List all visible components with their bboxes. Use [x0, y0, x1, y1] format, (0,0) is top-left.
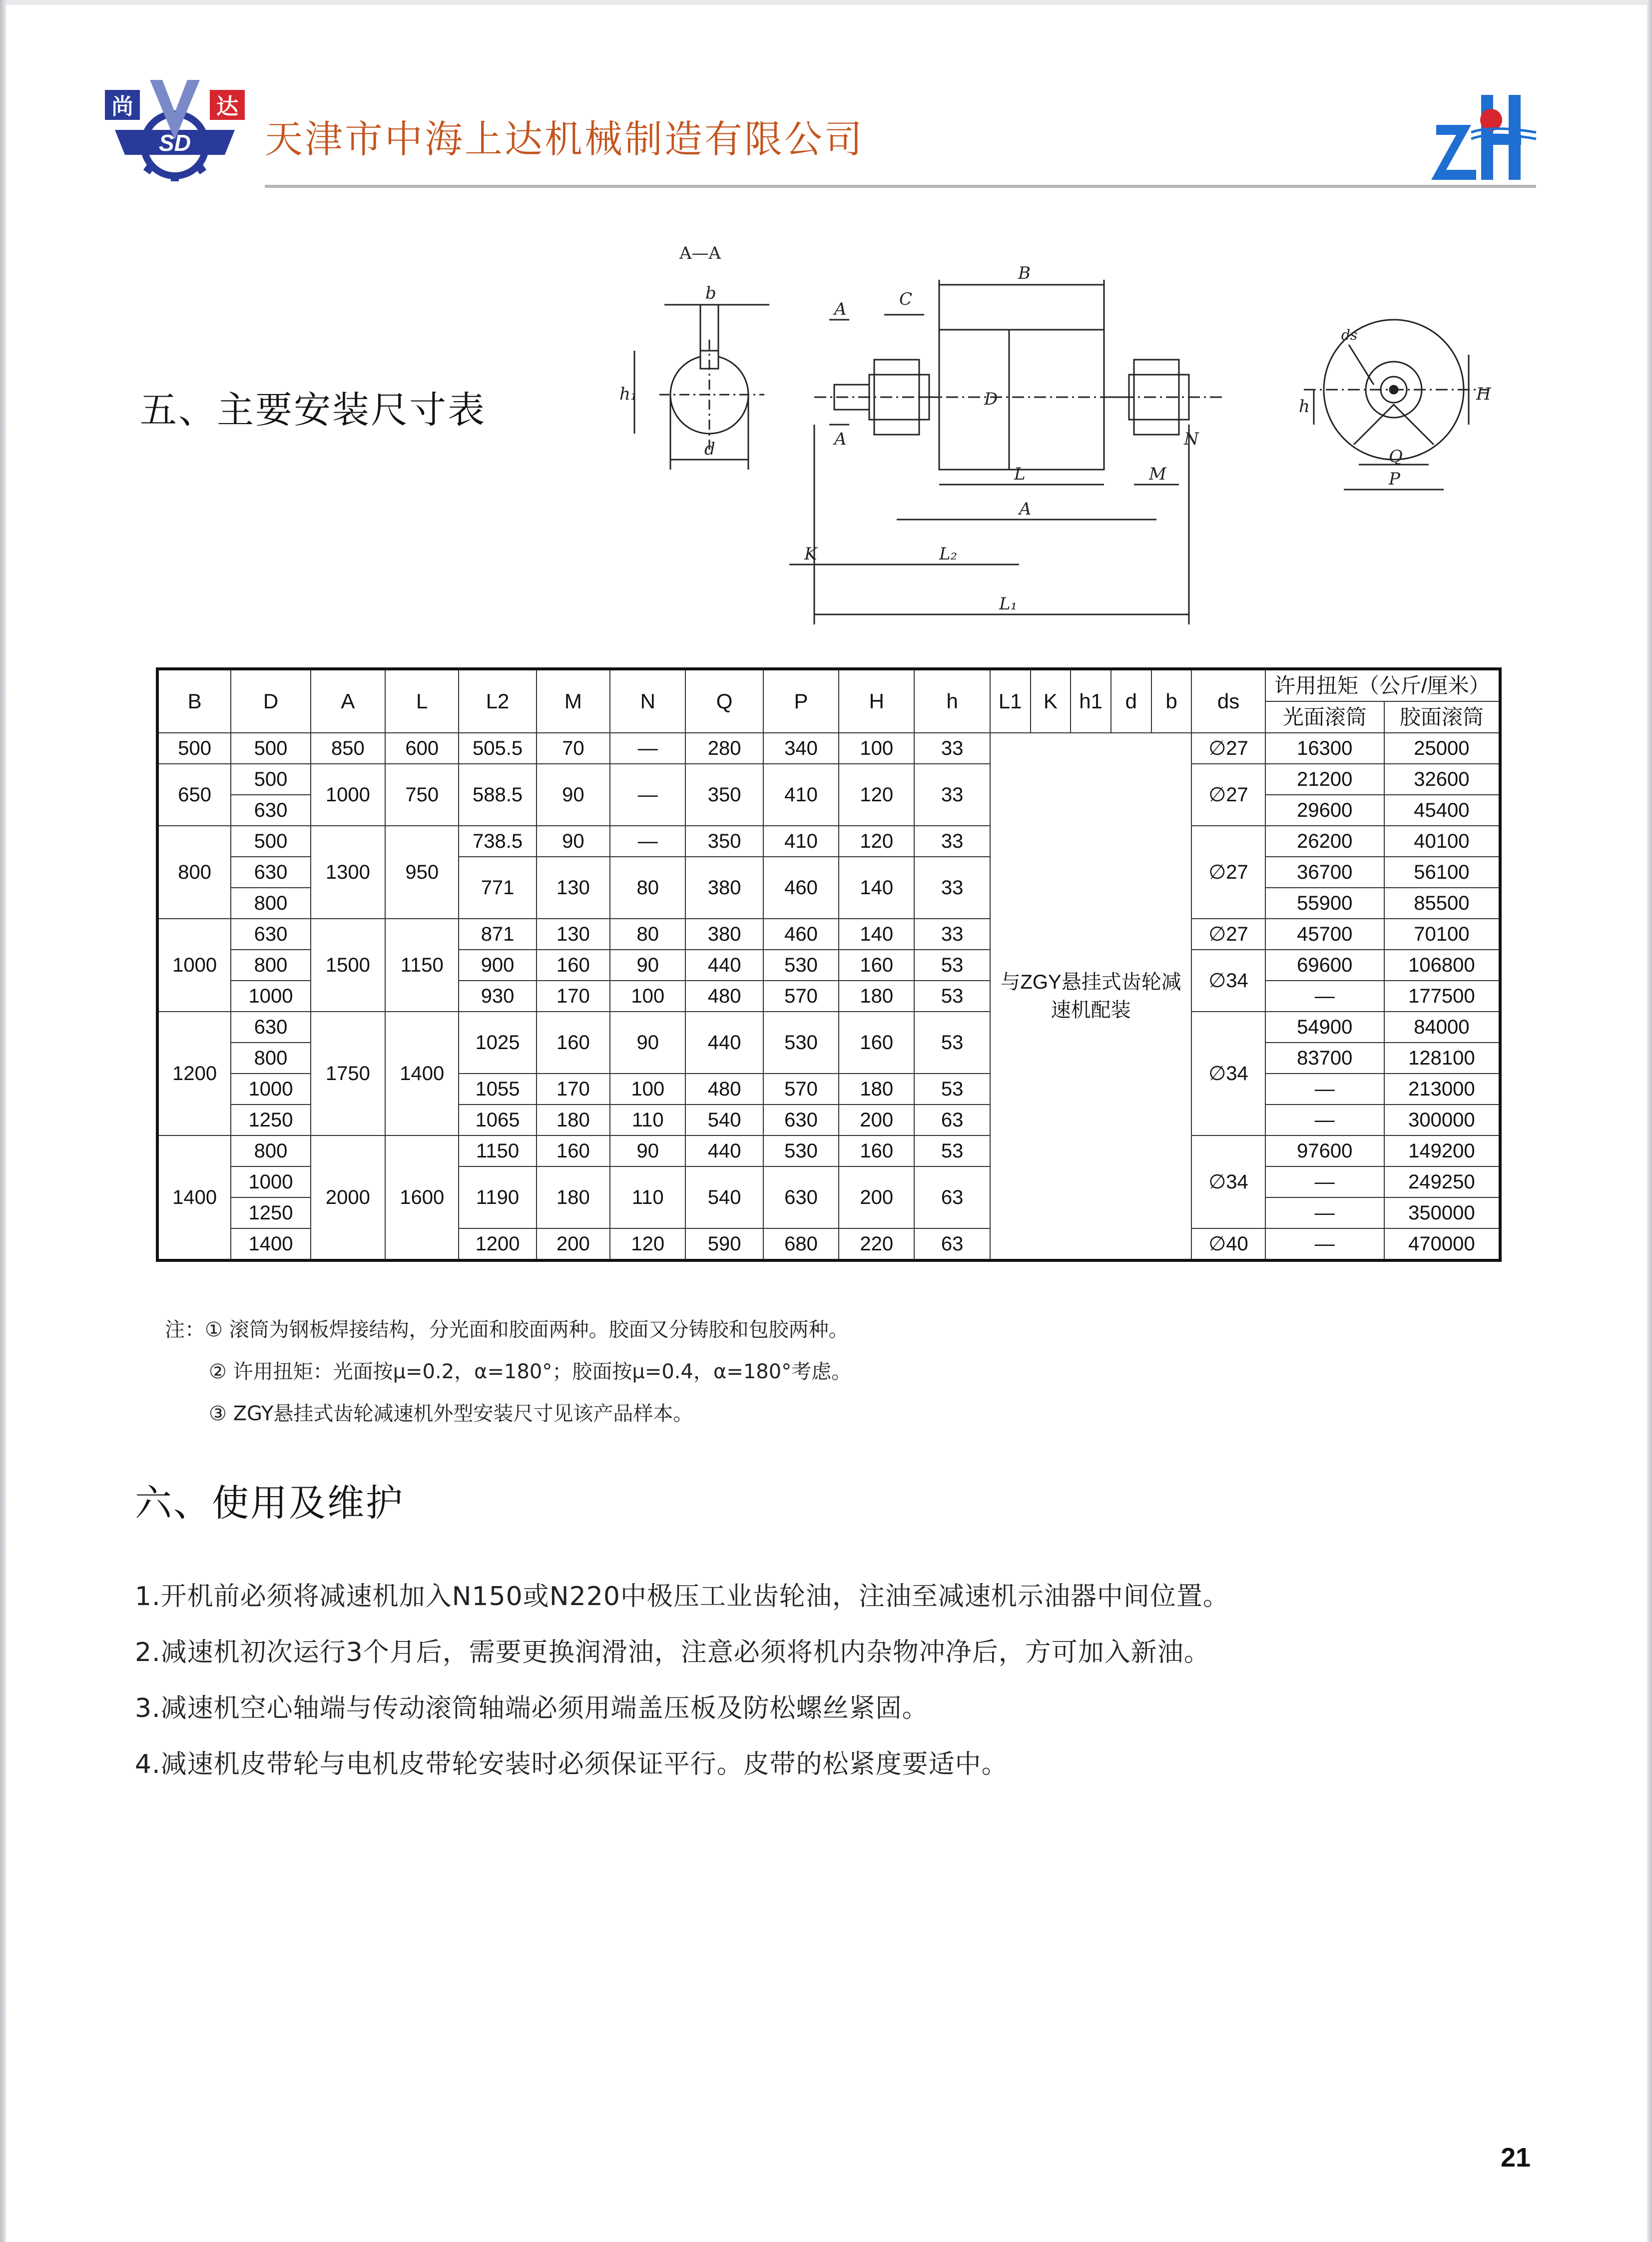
col-header-Q: Q — [685, 669, 763, 733]
table-row — [157, 764, 1500, 795]
cell-smooth: 54900 — [1265, 1012, 1384, 1043]
cell-ds: ∅34 — [1191, 1135, 1265, 1228]
cell-ds: ∅27 — [1191, 826, 1265, 919]
cell-Q: 540 — [685, 1166, 763, 1228]
cell-smooth: — — [1265, 1105, 1384, 1135]
cell-P: 570 — [763, 1074, 839, 1105]
cell-L2: 930 — [459, 981, 536, 1012]
section-title-installation-dimensions: 五、主要安装尺寸表 — [140, 389, 486, 432]
cell-Q: 540 — [685, 1105, 763, 1135]
cell-L: 1600 — [385, 1135, 459, 1260]
col-header-H: H — [839, 669, 914, 733]
label-h1: h₁ — [619, 384, 637, 404]
list-item: 2.减速机初次运行3个月后，需要更换润滑油，注意必须将机内杂物冲净后，方可加入新油。 — [135, 1638, 1210, 1668]
cell-P: 460 — [763, 919, 839, 950]
cell-D: 630 — [231, 857, 310, 888]
col-header-K: K — [1031, 669, 1071, 733]
cell-Q: 380 — [685, 857, 763, 919]
section-view-aa — [619, 243, 769, 470]
cell-rubber: 85500 — [1384, 888, 1500, 919]
cell-P: 530 — [763, 950, 839, 981]
cell-H: 120 — [839, 826, 914, 857]
cell-rubber: 25000 — [1384, 733, 1500, 764]
label-H: H — [1476, 384, 1491, 404]
cell-D: 1000 — [231, 981, 310, 1012]
label-C: C — [899, 289, 913, 309]
cell-L2: 738.5 — [459, 826, 536, 857]
cell-L2: 871 — [459, 919, 536, 950]
page-edge-left — [0, 0, 6, 2242]
cell-P: 460 — [763, 857, 839, 919]
cell-L2: 900 — [459, 950, 536, 981]
cell-D: 630 — [231, 1012, 310, 1043]
cell-M: 130 — [537, 857, 610, 919]
cell-smooth: 26200 — [1265, 826, 1384, 857]
cell-smooth: — — [1265, 1166, 1384, 1197]
col-header-A: A — [311, 669, 385, 733]
cell-P: 530 — [763, 1012, 839, 1074]
cell-smooth: 21200 — [1265, 764, 1384, 795]
cell-N: 90 — [610, 950, 685, 981]
cell-h: 53 — [914, 981, 990, 1012]
note-3: ③ ZGY悬挂式齿轮减速机外型安装尺寸见该产品样本。 — [209, 1402, 693, 1425]
cell-N: 100 — [610, 981, 685, 1012]
cell-rubber: 70100 — [1384, 919, 1500, 950]
cell-N: 90 — [610, 1135, 685, 1166]
cell-h: 63 — [914, 1228, 990, 1260]
cell-smooth: — — [1265, 981, 1384, 1012]
usage-list — [135, 1569, 1229, 1792]
cell-L2: 1150 — [459, 1135, 536, 1166]
table-body — [157, 733, 1500, 1260]
label-d: d — [704, 439, 715, 459]
cell-rubber: 470000 — [1384, 1228, 1500, 1260]
cell-A: 1300 — [311, 826, 385, 919]
cell-D: 800 — [231, 888, 310, 919]
cell-rubber: 177500 — [1384, 981, 1500, 1012]
logo-right-char: 达 — [216, 94, 238, 119]
table-row — [157, 826, 1500, 857]
col-header-M: M — [537, 669, 610, 733]
cell-H: 160 — [839, 1012, 914, 1074]
cell-ds: ∅27 — [1191, 733, 1265, 764]
cell-H: 100 — [839, 733, 914, 764]
cell-P: 410 — [763, 826, 839, 857]
label-A-bottom: A — [834, 429, 847, 449]
table-row — [157, 1012, 1500, 1043]
cell-D: 800 — [231, 1135, 310, 1166]
cell-L2: 1065 — [459, 1105, 536, 1135]
cell-L2: 1055 — [459, 1074, 536, 1105]
cell-rubber: 149200 — [1384, 1135, 1500, 1166]
col-header-rubber: 胶面滚筒 — [1384, 701, 1500, 733]
cell-Q: 480 — [685, 1074, 763, 1105]
cell-L: 950 — [385, 826, 459, 919]
cell-P: 530 — [763, 1135, 839, 1166]
cell-Q: 590 — [685, 1228, 763, 1260]
cell-h: 63 — [914, 1105, 990, 1135]
col-header-B: B — [157, 669, 231, 733]
col-header-P: P — [763, 669, 839, 733]
cell-H: 180 — [839, 981, 914, 1012]
cell-M: 70 — [537, 733, 610, 764]
table-row — [157, 733, 1500, 764]
cell-M: 180 — [537, 1105, 610, 1135]
cell-M: 180 — [537, 1166, 610, 1228]
cell-h: 53 — [914, 950, 990, 981]
cell-smooth: 55900 — [1265, 888, 1384, 919]
page-number: 21 — [1501, 2143, 1531, 2173]
cell-L2: 588.5 — [459, 764, 536, 826]
cell-M: 130 — [537, 919, 610, 950]
cell-rubber: 106800 — [1384, 950, 1500, 981]
label-K: K — [804, 544, 817, 564]
cell-D: 630 — [231, 919, 310, 950]
cell-Q: 380 — [685, 919, 763, 950]
cell-h: 33 — [914, 733, 990, 764]
company-logo-sd — [95, 70, 255, 185]
header-divider — [265, 185, 1536, 188]
cell-h: 53 — [914, 1074, 990, 1105]
cell-ds: ∅27 — [1191, 919, 1265, 950]
cell-B: 1400 — [157, 1135, 231, 1260]
col-header-d: d — [1111, 669, 1151, 733]
cell-L: 750 — [385, 764, 459, 826]
note-2: ② 许用扭矩：光面按μ=0.2，α=180°；胶面按μ=0.4，α=180°考虑。 — [209, 1360, 852, 1383]
installation-dimension-table — [156, 667, 1502, 1262]
cell-P: 630 — [763, 1105, 839, 1135]
list-item: 1.开机前必须将减速机加入N150或N220中极压工业齿轮油，注油至减速机示油器中间位置。 — [135, 1582, 1229, 1612]
cell-L2: 1190 — [459, 1166, 536, 1228]
col-header-L1: L1 — [990, 669, 1031, 733]
cell-B: 800 — [157, 826, 231, 919]
cell-smooth: 83700 — [1265, 1043, 1384, 1074]
cell-P: 630 — [763, 1166, 839, 1228]
col-header-h: h — [914, 669, 990, 733]
label-D: D — [984, 389, 998, 409]
cell-Q: 350 — [685, 826, 763, 857]
logo-zh-z — [1431, 125, 1476, 180]
cell-H: 160 — [839, 950, 914, 981]
cell-D: 500 — [231, 826, 310, 857]
cell-M: 90 — [537, 764, 610, 826]
cell-D: 1250 — [231, 1197, 310, 1228]
logo-left-char: 尚 — [111, 94, 133, 119]
cell-L2: 1200 — [459, 1228, 536, 1260]
side-bracket — [1354, 405, 1434, 445]
drum-side-view — [1299, 320, 1492, 490]
label-P: P — [1389, 469, 1400, 489]
cell-smooth: 16300 — [1265, 733, 1384, 764]
cell-A: 1000 — [311, 764, 385, 826]
cell-P: 570 — [763, 981, 839, 1012]
list-item: 3.减速机空心轴端与传动滚筒轴端必须用端盖压板及防松螺丝紧固。 — [135, 1693, 929, 1723]
ds-leader — [1349, 345, 1374, 385]
cell-h: 33 — [914, 919, 990, 950]
cell-D: 630 — [231, 795, 310, 826]
cell-h: 63 — [914, 1166, 990, 1228]
drum-front-view — [789, 263, 1224, 624]
cell-M: 90 — [537, 826, 610, 857]
cell-M: 200 — [537, 1228, 610, 1260]
col-header-torque: 许用扭矩（公斤/厘米） — [1265, 669, 1500, 701]
cell-ds: ∅40 — [1191, 1228, 1265, 1260]
cell-smooth: — — [1265, 1228, 1384, 1260]
cell-rubber: 213000 — [1384, 1074, 1500, 1105]
table-row — [157, 919, 1500, 950]
cell-Q: 440 — [685, 1135, 763, 1166]
cell-rubber: 128100 — [1384, 1043, 1500, 1074]
cell-h: 33 — [914, 826, 990, 857]
cell-M: 170 — [537, 981, 610, 1012]
cell-ds: ∅27 — [1191, 764, 1265, 826]
cell-P: 410 — [763, 764, 839, 826]
cell-Q: 350 — [685, 764, 763, 826]
label-M: M — [1149, 464, 1166, 484]
cell-P: 680 — [763, 1228, 839, 1260]
cell-rubber: 249250 — [1384, 1166, 1500, 1197]
cell-Q: 440 — [685, 1012, 763, 1074]
cell-ds: ∅34 — [1191, 950, 1265, 1012]
cell-smooth: 97600 — [1265, 1135, 1384, 1166]
cell-M: 160 — [537, 1012, 610, 1074]
cell-N: — — [610, 733, 685, 764]
cell-D: 500 — [231, 733, 310, 764]
note-1: 注：① 滚筒为钢板焊接结构，分光面和胶面两种。胶面又分铸胶和包胶两种。 — [165, 1318, 849, 1341]
cell-rubber: 84000 — [1384, 1012, 1500, 1043]
cell-H: 200 — [839, 1166, 914, 1228]
cell-combined-note: 与ZGY悬挂式齿轮减速机配装 — [990, 733, 1192, 1260]
cell-rubber: 45400 — [1384, 795, 1500, 826]
cell-B: 1000 — [157, 919, 231, 1012]
cell-h: 33 — [914, 857, 990, 919]
cell-A: 1750 — [311, 1012, 385, 1135]
label-A-top: A — [834, 299, 847, 319]
cell-N: 80 — [610, 919, 685, 950]
cell-M: 170 — [537, 1074, 610, 1105]
col-header-ds: ds — [1191, 669, 1265, 733]
label-ds: ds — [1341, 327, 1358, 343]
cell-A: 1500 — [311, 919, 385, 1012]
cell-smooth: 29600 — [1265, 795, 1384, 826]
cell-L: 1150 — [385, 919, 459, 1012]
cell-h: 53 — [914, 1135, 990, 1166]
cell-D: 500 — [231, 764, 310, 795]
col-header-D: D — [231, 669, 310, 733]
section-title-usage-maintenance: 六、使用及维护 — [135, 1482, 404, 1525]
cell-H: 120 — [839, 764, 914, 826]
cell-M: 160 — [537, 950, 610, 981]
cell-H: 140 — [839, 919, 914, 950]
section-aa-label: A—A — [679, 243, 721, 263]
company-name: 天津市中海上达机械制造有限公司 — [265, 117, 864, 161]
page-header — [0, 0, 1652, 200]
cell-N: 120 — [610, 1228, 685, 1260]
cell-rubber: 300000 — [1384, 1105, 1500, 1135]
cell-L2: 771 — [459, 857, 536, 919]
cell-rubber: 32600 — [1384, 764, 1500, 795]
drum-body — [939, 330, 1104, 470]
cell-D: 1250 — [231, 1105, 310, 1135]
cell-N: 100 — [610, 1074, 685, 1105]
cell-H: 180 — [839, 1074, 914, 1105]
company-logo-zh — [1426, 85, 1541, 185]
cell-smooth: 36700 — [1265, 857, 1384, 888]
cell-N: 80 — [610, 857, 685, 919]
cell-N: 110 — [610, 1105, 685, 1135]
cell-N: 110 — [610, 1166, 685, 1228]
page-edge-right — [1647, 0, 1652, 2242]
cell-h: 53 — [914, 1012, 990, 1074]
cell-rubber: 56100 — [1384, 857, 1500, 888]
cell-L2: 1025 — [459, 1012, 536, 1074]
cell-smooth: 69600 — [1265, 950, 1384, 981]
col-header-L: L — [385, 669, 459, 733]
cell-smooth: — — [1265, 1074, 1384, 1105]
label-A-dim: A — [1019, 499, 1032, 519]
col-header-smooth: 光面滚筒 — [1265, 701, 1384, 733]
cell-D: 1000 — [231, 1166, 310, 1197]
cell-Q: 440 — [685, 950, 763, 981]
cell-rubber: 40100 — [1384, 826, 1500, 857]
label-L2: L₂ — [939, 544, 958, 564]
cell-D: 800 — [231, 1043, 310, 1074]
cell-h: 33 — [914, 764, 990, 826]
cell-H: 160 — [839, 1135, 914, 1166]
cell-B: 500 — [157, 733, 231, 764]
cell-L2: 505.5 — [459, 733, 536, 764]
label-L1: L₁ — [999, 594, 1018, 614]
cell-A: 2000 — [311, 1135, 385, 1260]
cell-smooth: — — [1265, 1197, 1384, 1228]
cell-D: 1400 — [231, 1228, 310, 1260]
cell-Q: 480 — [685, 981, 763, 1012]
cell-D: 800 — [231, 950, 310, 981]
cell-H: 200 — [839, 1105, 914, 1135]
cell-smooth: 45700 — [1265, 919, 1384, 950]
cell-D: 1000 — [231, 1074, 310, 1105]
cell-L: 600 — [385, 733, 459, 764]
cell-N: 90 — [610, 1012, 685, 1074]
logo-monogram: SD — [159, 130, 191, 156]
label-b: b — [705, 283, 716, 303]
table-header — [157, 669, 1500, 733]
table-row — [157, 1135, 1500, 1166]
cell-H: 220 — [839, 1228, 914, 1260]
col-header-h1: h1 — [1071, 669, 1111, 733]
cell-N: — — [610, 764, 685, 826]
cell-B: 1200 — [157, 1012, 231, 1135]
col-header-L2: L2 — [459, 669, 536, 733]
cell-M: 160 — [537, 1135, 610, 1166]
cell-B: 650 — [157, 764, 231, 826]
cell-P: 340 — [763, 733, 839, 764]
cell-A: 850 — [311, 733, 385, 764]
label-N: N — [1184, 429, 1199, 449]
cell-Q: 280 — [685, 733, 763, 764]
cell-H: 140 — [839, 857, 914, 919]
cell-N: — — [610, 826, 685, 857]
label-Q: Q — [1389, 447, 1403, 467]
installation-diagram — [614, 235, 1514, 634]
label-L: L — [1014, 464, 1026, 484]
col-header-N: N — [610, 669, 685, 733]
cell-rubber: 350000 — [1384, 1197, 1500, 1228]
label-h: h — [1299, 397, 1310, 417]
col-header-b: b — [1151, 669, 1192, 733]
label-B: B — [1018, 263, 1031, 283]
cell-ds: ∅34 — [1191, 1012, 1265, 1135]
table-notes — [165, 1309, 851, 1435]
cell-L: 1400 — [385, 1012, 459, 1135]
list-item: 4.减速机皮带轮与电机皮带轮安装时必须保证平行。皮带的松紧度要适中。 — [135, 1749, 1008, 1779]
